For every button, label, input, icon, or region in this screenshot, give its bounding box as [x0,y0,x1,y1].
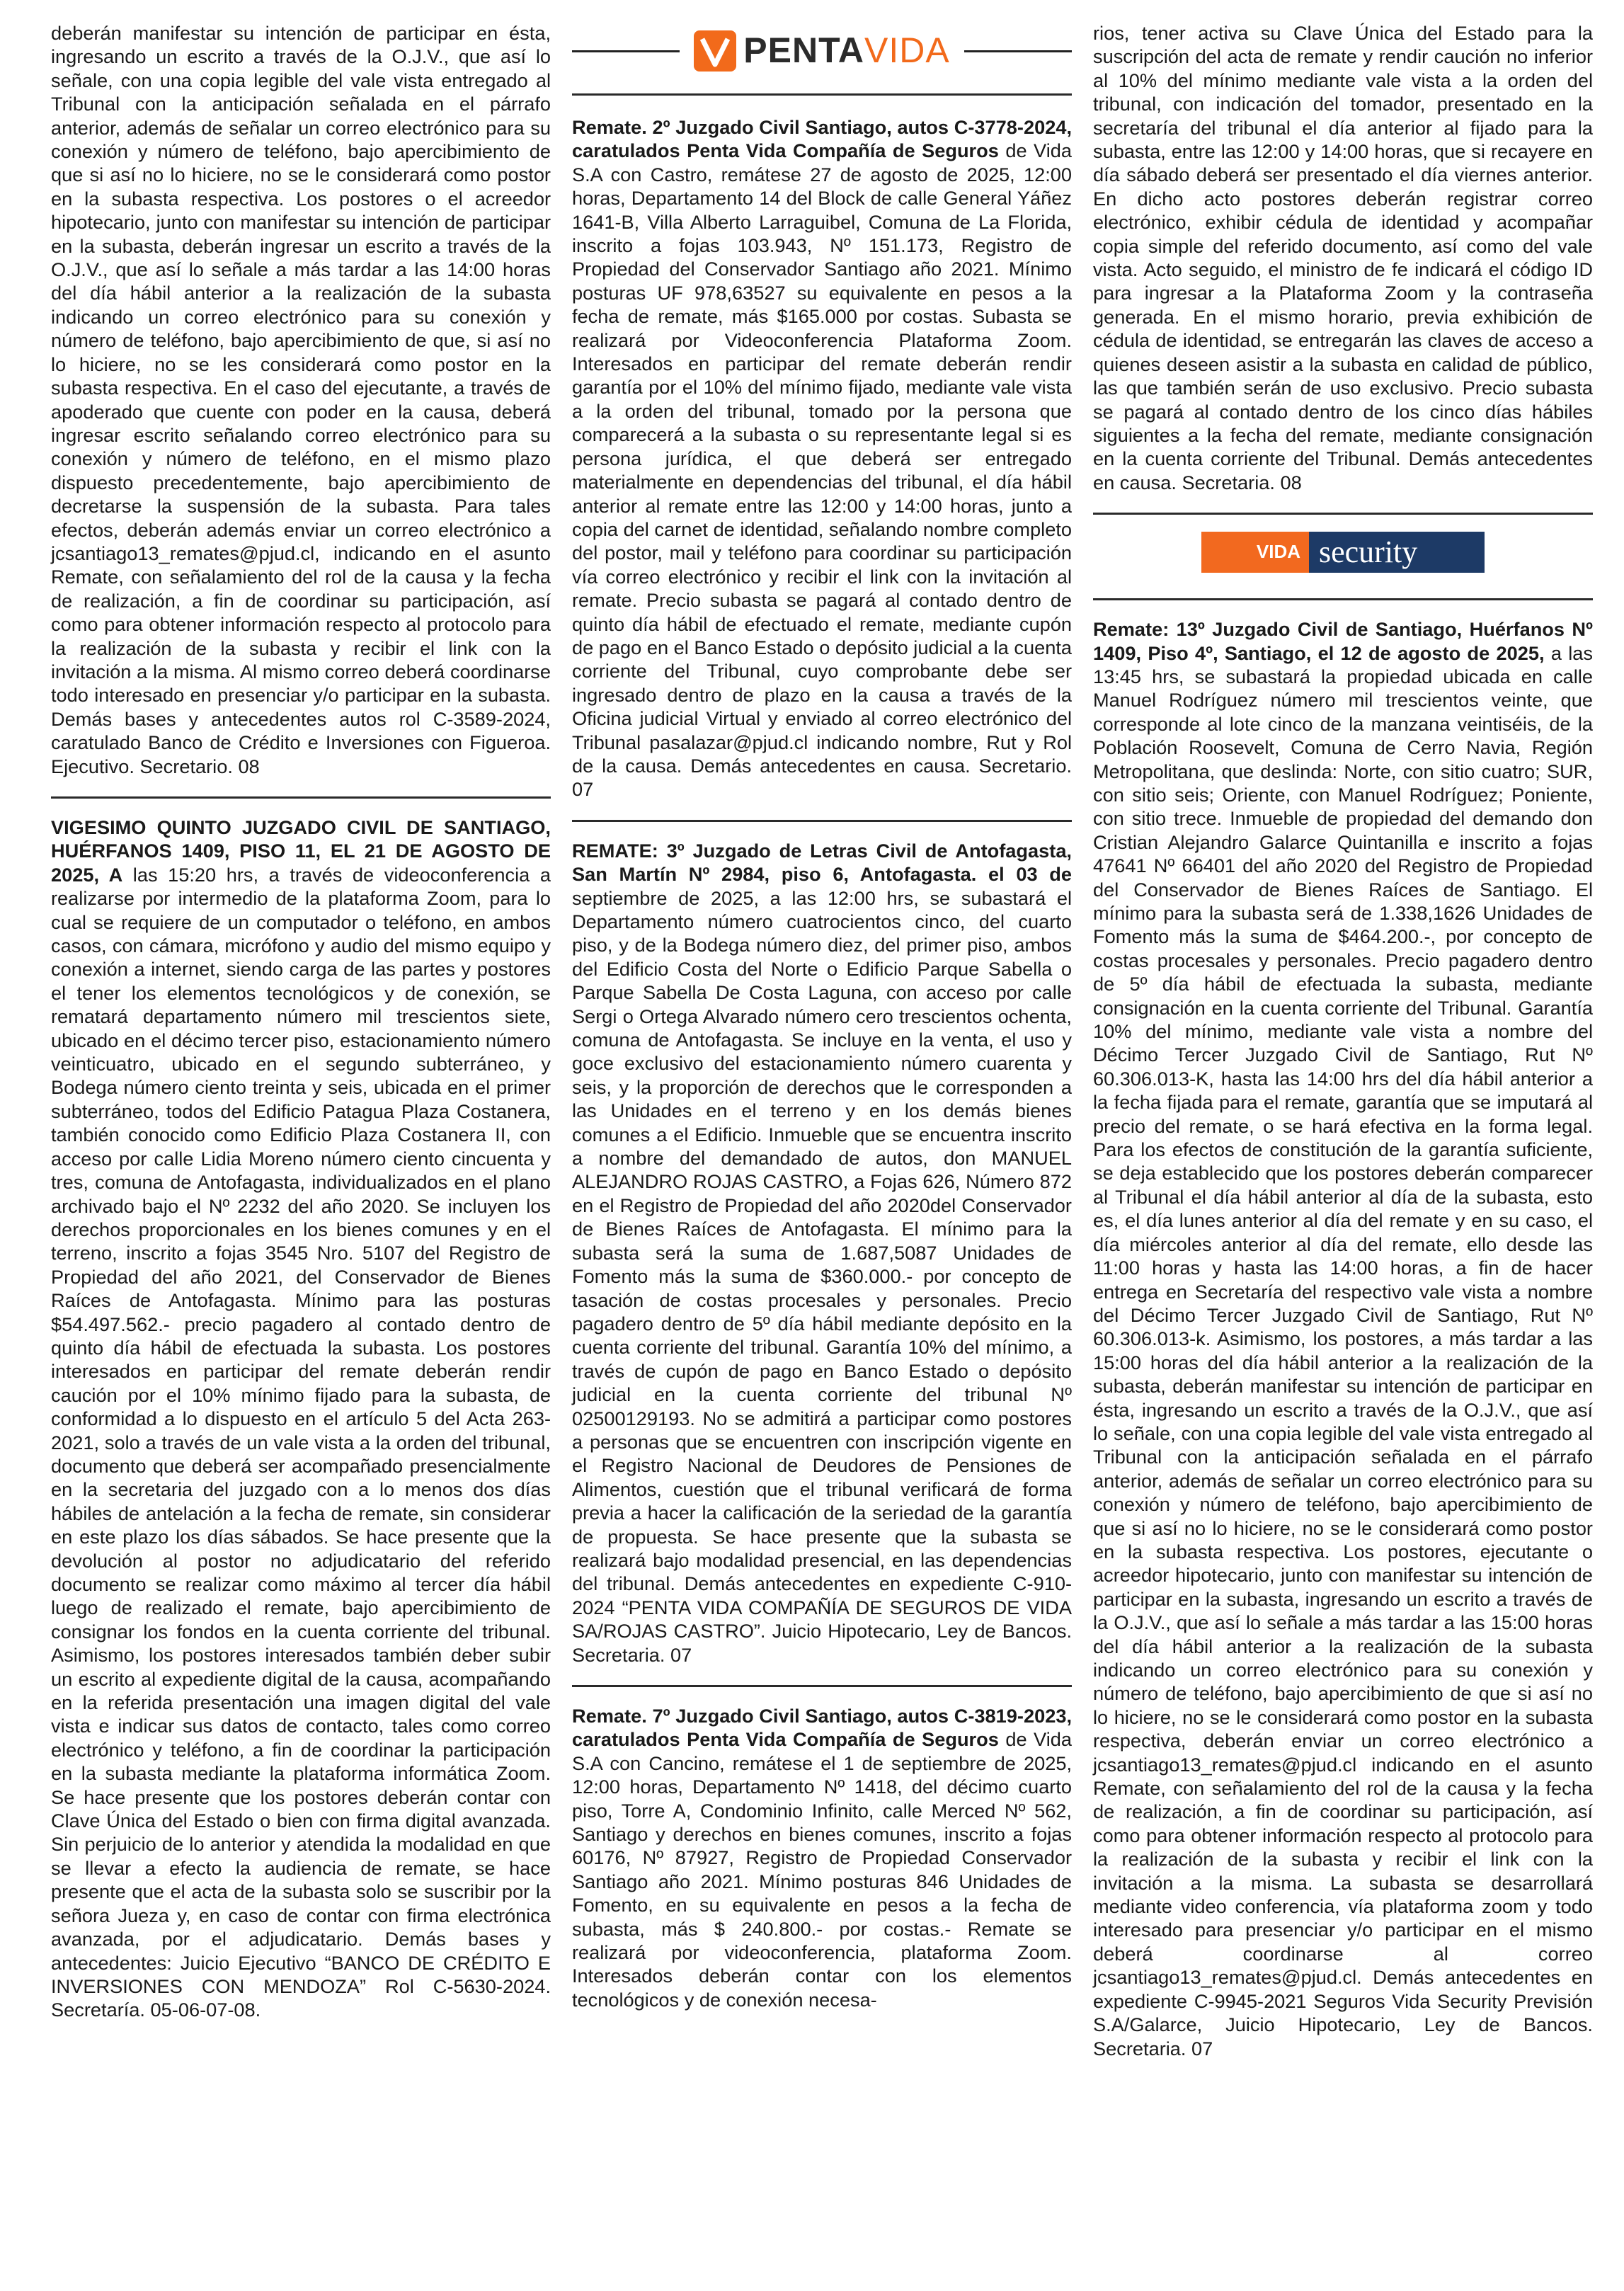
separator-rule [572,1685,1072,1687]
notice-heading: Remate: 13º Juzgado Civil de Santiago, Huérfanos Nº 1409, Piso 4º, Santiago, el 12 de agosto de 2025, [1093,618,1593,664]
notice-25-juzgado [51,816,551,2022]
column-2 [572,21,1072,2011]
notice-body: las 15:20 hrs, a través de videoconferencia a realizarse por intermedio de la plataforma Zoom, para lo cual se requiere de un computador o teléfono, en ambos casos, con cámara, micrófono y audio del mismo equipo y conexión a internet, siendo carga de las partes y postores el tener los elementos tecnológicos y de conexión, se rematará departamento número mil trescientos siete, ubicado en el décimo tercer piso, estacionamiento número veinticuatro, ubicado en el segundo subterráneo, y Bodega número ciento treinta y seis, ubicada en el primer subterráneo, todos del Edificio Patagua Plaza Costanera, también conocido como Edificio Plaza Costanera II, con acceso por calle Lidia Moreno número ciento cincuenta y tres, comuna de Antofagasta, individualizados en el plano archivado bajo el Nº 2232 del año 2020. Se incluyen los derechos proporcionales en los bienes comunes y en el terreno, inscrito a fojas 3545 Nro. 5107 del Registro de Propiedad del año 2021, del Conservador de Bienes Raíces de Antofagasta. Mínimo para las posturas $54.497.562.- precio pagadero al contado dentro de quinto día hábil de efectuada la subasta. Los postores interesados en participar del remate deberán rendir caución por el 10% mínimo fijado para la subasta, de conformidad a lo dispuesto en el artículo 5 del Acta 263-2021, solo a través de un vale vista a la orden del tribunal, documento que deberá ser acompañado presencialmente en la secretaria del juzgado con a lo menos dos días hábiles de antelación a la fecha de remate, sin considerar en este plazo los días sábados. Se hace presente que la devolución al postor no adjudicatario del referido documento se realizar como máximo al tercer día hábil luego de realizado el remate, bajo apercibimiento de consignar los fondos en la cuenta corriente del tribunal. Asimismo, los postores interesados también deber subir un escrito al expediente digital de la causa, acompañando en la referida presentación una imagen digital del vale vista e indicar sus datos de contacto, tales como correo electrónico y teléfono, a fin de coordinar la participación en la subasta mediante la plataforma informática Zoom. Se hace presente que los postores deberán contar con Clave Única del Estado o bien con firma digital avanzada. Sin perjuicio de lo anterior y atendida la modalidad en que se llevar a efecto la audiencia de remate, se hace presente que el acta de la subasta solo se suscribir por la señora Jueza y, en caso de contar con firma electrónica avanzada, por el adjudicatario. Demás bases y antecedentes: Juicio Ejecutivo “BANCO DE CRÉDITO E INVERSIONES CON MENDOZA” Rol C-5630-2024. Secretaría. 05-06-07-08. [51,863,551,2021]
notice-heading: REMATE: 3º Juzgado de Letras Civil de Antofagasta, San Martín Nº 2984, piso 6, Antofagasta. el 03 de [572,839,1072,886]
logo-text-security: security [1309,532,1485,573]
penta-vida-icon [694,30,736,72]
notice-heading: Remate. 2º Juzgado Civil Santiago, autos C-3778-2024, caratulados Penta Vida Compañía de Seguros [572,116,1072,162]
penta-vida-logo-banner [572,21,1072,81]
notice-continued-col1: deberán manifestar su intención de participar en ésta, ingresando un escrito a través de la O.J.V., que así lo señale, con una copia legible del vale vista entregado al Tribunal con la anticipación señalada en el párrafo anterior, además de señalar un correo electrónico para su conexión y número de teléfono, bajo apercibimiento de que si así no lo hiciere, no se le considerará como postor en la subasta respectiva. Los postores o el acreedor hipotecario, junto con manifestar su intención de participar en la subasta, deberán ingresar un escrito a través de la O.J.V., que así lo señale a más tardar a las 14:00 horas del día hábil anterior a la realización de la subasta indicando un correo electrónico para su conexión y número de teléfono, bajo apercibimiento de que, si así no lo hiciere, no se les considerará como postor en la subasta respectiva. En el caso del ejecutante, a través de apoderado que cuente con poder en la causa, deberá ingresar escrito señalando correo electrónico para su conexión y número de teléfono, en el mismo plazo dispuesto precedentemente, bajo apercibimiento de decretarse la suspensión de la subasta. Para tales efectos, deberán además enviar un correo electrónico a jcsantiago13_remates@pjud.cl, indicando en el asunto Remate, con señalamiento del rol de la causa y la fecha de realización, a fin de coordinar su participación, así como para obtener información respecto al protocolo para la realización de la subasta y recibir el link con la invitación a la misma. Al mismo correo deberá coordinarse todo interesado en presenciar y/o participar en la subasta. Demás bases y antecedentes autos rol C-3589-2024, caratulado Banco de Crédito e Inversiones con Figueroa. Ejecutivo. Secretario. 08 [51,22,551,777]
separator-rule [1093,598,1593,600]
notice-body: de Vida S.A con Castro, remátese 27 de agosto de 2025, 12:00 horas, Departamento 14 del Block de calle General Yáñez 1641-B, Villa Alberto Larraguibel, Comuna de La Florida, inscrito a fojas 103.943, Nº 151.173, Registro de Propiedad del Conservador Santiago año 2021. Mínimo posturas UF 978,63527 su equivalente en pesos a la fecha de remate, más $165.000 por costas. Subasta se realizará por Videoconferencia Plataforma Zoom. Interesados en participar del remate deberán rendir garantía por el 10% del mínimo fijado, mediante vale vista a la orden del tribunal, tomado por la persona que comparecerá a la subasta o su representante legal si es persona jurídica, el que deberá ser entregado materialmente en dependencias del tribunal, el día hábil anterior al remate entre las 12:00 y 14:00 horas, junto a copia del carnet de identidad, señalando nombre completo del postor, mail y teléfono para coordinar su participación vía correo electrónico y recibir el link con la invitación al remate. Precio subasta se pagará al contado dentro de quinto día hábil de efectuado el remate, mediante cupón de pago en el Banco Estado o depósito judicial a la cuenta corriente del Tribunal, cuyo comprobante debe ser ingresado dentro de plazo en la causa a través de la Oficina judicial Virtual y enviado al correo electrónico del Tribunal pasalazar@pjud.cl indicando nombre, Rut y Rol de la causa. Demás antecedentes en causa. Secretario. 07 [572,139,1072,801]
separator-rule [572,820,1072,822]
separator-rule [51,796,551,799]
logo-text-vida: VIDA [864,30,950,71]
vida-security-logo [1201,532,1485,573]
separator-rule [1093,513,1593,515]
notice-body: a las 13:45 hrs, se subastará la propiedad ubicada en calle Manuel Rodríguez número mil trescientos veinte, que corresponde al lote cinco de la manzana veintiséis, de la Población Roosevelt, Comuna de Cerro Navia, Región Metropolitana, que deslinda: Norte, con sitio cuatro; SUR, con sitio seis; Oriente, con Manuel Rodríguez; Poniente, con sitio trece. Inmueble de propiedad del demando don Cristian Alejandro Galarce Quintanilla e inscrito a fojas 47641 Nº 66401 del año 2020 del Registro de Propiedad del Conservador de Bienes Raíces de Santiago. El mínimo para la subasta será de 1.338,1626 Unidades de Fomento más la suma de $464.200.-, por concepto de costas procesales y personales. Precio pagadero dentro de 5º día hábil de efectuada la subasta, mediante consignación en la cuenta corriente del Tribunal. Garantía 10% del mínimo, mediante vale vista a nombre del Décimo Tercer Juzgado Civil de Santiago, Rut Nº 60.306.013-K, hasta las 14:00 hrs del día hábil anterior a la fecha fijada para el remate, garantía que se imputará al precio del remate, o se hará efectiva en la forma legal. Para los efectos de constitución de la garantía suficiente, se deja establecido que los postores deberán comparecer al Tribunal el día hábil anterior al día de la subasta, esto es, el día lunes anterior al día del remate y en su caso, el día miércoles anterior al día del remate, ello desde las 11:00 horas y hasta las 14:00 horas, a fin de hacer entrega en Secretaría del respectivo vale vista a nombre del Décimo Tercer Juzgado Civil de Santiago, Rut Nº 60.306.013-k. Asimismo, los postores, a más tardar a las 15:00 horas del día hábil anterior a la realización de la subasta, deberán manifestar su intención de participar en ésta, ingresando un escrito a través de la O.J.V., que así lo señale, con una copia legible del vale vista entregado al Tribunal con la anticipación señalada en el párrafo anterior, además de señalar un correo electrónico para su conexión y número de teléfono, bajo apercibimiento de que si así no lo hiciere, no se le considerará como postor en la subasta respectiva. Los postores, ejecutante o acreedor hipotecario, junto con manifestar su intención de participar en la subasta, ingresando un escrito a través de la O.J.V., que así lo señale a más tardar a las 15:00 horas del día hábil anterior a la realización de la subasta indicando un correo electrónico para su conexión y número de teléfono, bajo apercibimiento de que si así no lo hiciere, no se le considerará como postor en la subasta respectiva, deberán enviar un correo electrónico a jcsantiago13_remates@pjud.cl indicando en el asunto Remate, con señalamiento del rol de la causa y la fecha de realización, a fin de coordinar su participación, así como para obtener información respecto al protocolo para la realización de la subasta y recibir el link con la invitación a la misma. La subasta se desarrollará mediante video conferencia, vía plataforma zoom y todo interesado para presenciar y/o participar en el mismo deberá coordinarse al correo jcsantiago13_remates@pjud.cl. Demás antecedentes en expediente C-9945-2021 Seguros Vida Security Previsión S.A/Galarce, Juicio Hipotecario, Ley de Bancos. Secretaria. 07 [1093,641,1594,2059]
logo-line-right [964,50,1072,52]
notice-body: septiembre de 2025, a las 12:00 hrs, se subastará el Departamento número cuatrocientos cinco, del cuarto piso, y de la Bodega número diez, del primer piso, ambos del Edificio Costa del Norte o Edificio Parque Sabella o Parque Sabella De Costa Laguna, con acceso por calle Sergi o Ortega Alvarado número cero trescientos ochenta, comuna de Antofagasta. Se incluye en la venta, el uso y goce exclusivo del estacionamiento número cuarenta y seis, y la proporción de derechos que le corresponden a las Unidades en el terreno y en los demás bienes comunes a el Edificio. Inmueble que se encuentra inscrito a nombre del demandado de autos, don MANUEL ALEJANDRO ROJAS CASTRO, a Fojas 626, Número 872 en el Registro de Propiedad del año 2020del Conservador de Bienes Raíces de Antofagasta. El mínimo para la subasta será la suma de 1.687,5087 Unidades de Fomento más la suma de $360.000.- por concepto de tasación de costas procesales y personales. Precio pagadero dentro de 5º día hábil mediante depósito en la cuenta corriente del tribunal. Garantía 10% del mínimo, a través de cupón de pago en Banco Estado o depósito judicial en la cuenta corriente del tribunal Nº 02500129193. No se admitirá a participar como postores a personas que se encuentren con inscripción vigente en el Registro Nacional de Deudores de Pensiones de Alimentos, cuestión que el tribunal verificará de forma previa a hacer la calificación de la seriedad de la garantía de propuesta. Se hace presente que la subasta se realizará bajo modalidad presencial, en las dependencias del tribunal. Demás antecedentes en expediente C-910-2024 “PENTA VIDA COMPAÑÍA DE SEGUROS DE VIDA SA/ROJAS CASTRO”. Juicio Hipotecario, Ley de Bancos. Secretaria. 07 [572,886,1072,1666]
notice-heading: VIGESIMO QUINTO JUZGADO CIVIL DE SANTIAGO, HUÉRFANOS 1409, PISO 11, EL 21 DE AGOSTO DE 2025, A [51,816,551,886]
penta-vida-wordmark [743,30,950,71]
separator-rule [572,93,1072,96]
notice-body: de Vida S.A con Cancino, remátese el 1 de septiembre de 2025, 12:00 horas, Departamento Nº 1418, del décimo cuarto piso, Torre A, Condominio Infinito, calle Merced Nº 562, Santiago y derechos en bienes comunes, inscrito a fojas 60176, Nº 87927, Registro de Propiedad Conservador Santiago año 2021. Mínimo posturas 846 Unidades de Fomento, en su equivalente en pesos a la fecha de subasta, más $ 240.800.- por costas.- Remate se realizará por videoconferencia, plataforma Zoom. Interesados deberán contar con los elementos tecnológicos y de conexión necesa- [572,1728,1072,2011]
column-1 [51,21,551,2022]
notice-continued-col3: rios, tener activa su Clave Única del Estado para la suscripción del acta de remate y rendir caución no inferior al 10% del mínimo mediante vale vista a la orden del tribunal, con indicación del tomador, presentado en la secretaría del tribunal el día anterior al fijado para la subasta, entre las 12:00 y 14:00 horas, que si recayere en día sábado deberá ser presentado el día viernes anterior. En dicho acto postores deberán registrar correo electrónico, exhibir cédula de identidad y acompañar copia simple del referido documento, así como del vale vista. Acto seguido, el ministro de fe indicará el código ID para ingresar a la Plataforma Zoom y la contraseña generada. En el mismo horario, previa exhibición de cédula de identidad, se entregarán las claves de acceso a quienes deseen asistir a la subasta en calidad de público, las que también serán de uso exclusivo. Precio subasta se pagará al contado dentro de los cinco días hábiles siguientes a la fecha del remate, mediante consignación en la cuenta corriente del Tribunal. Demás antecedentes en causa. Secretaria. 08 [1093,22,1593,493]
notice-3-juzgado-antofagasta [572,839,1072,1667]
notice-2-juzgado [572,115,1072,801]
notice-13-juzgado [1093,617,1593,2060]
logo-text-vida: VIDA [1201,532,1309,573]
notice-7-juzgado [572,1704,1072,2011]
notice-heading: Remate. 7º Juzgado Civil Santiago, autos C-3819-2023, caratulados Penta Vida Compañía de Seguros [572,1705,1072,1751]
column-3 [1093,21,1593,2060]
logo-line-left [572,50,680,52]
penta-vida-logo [694,30,949,72]
logo-text-penta: PENTA [743,30,865,71]
